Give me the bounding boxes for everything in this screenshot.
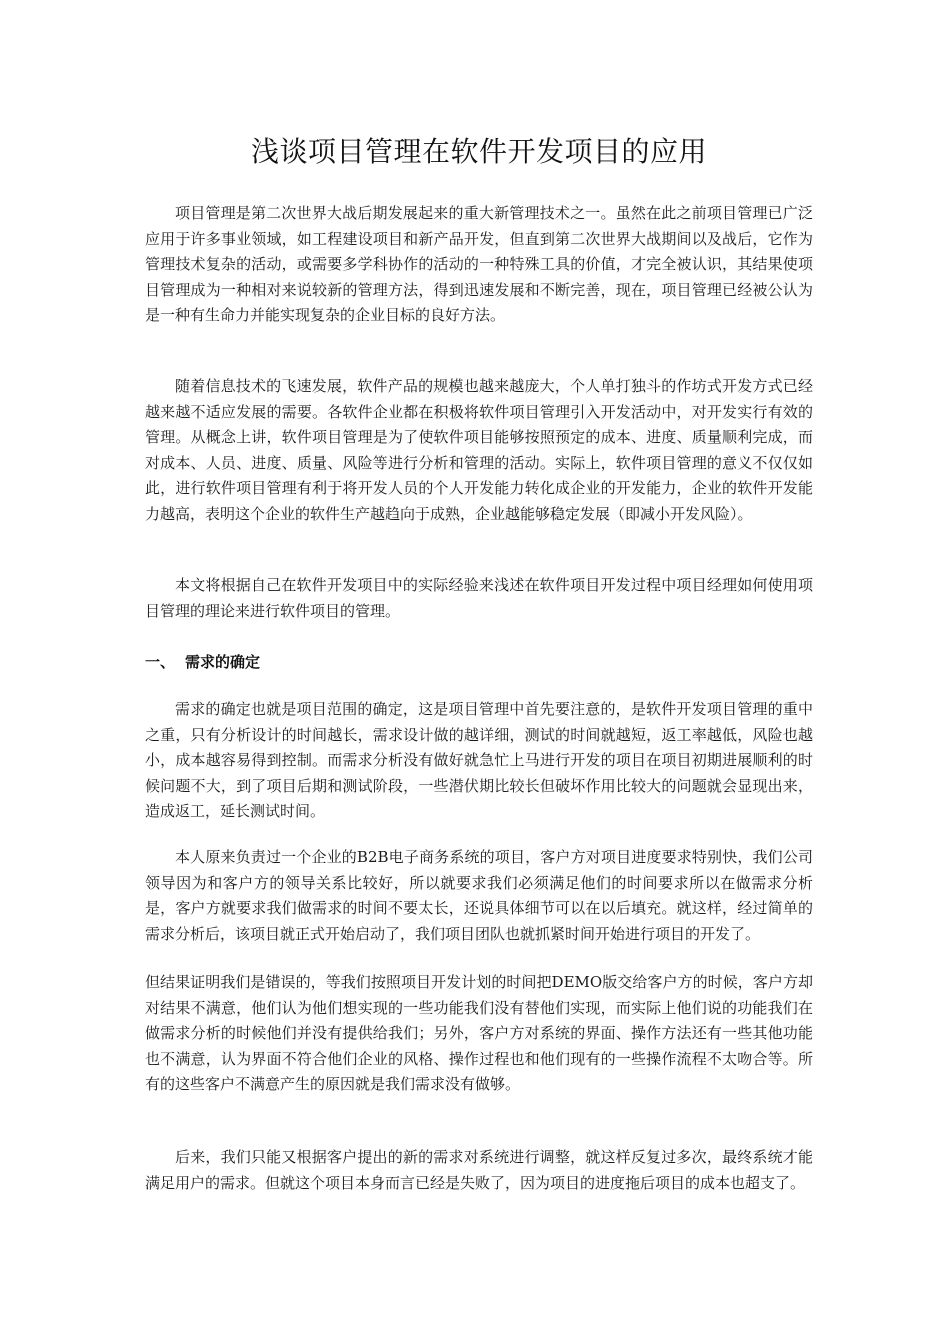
section-title: 需求的确定: [185, 653, 261, 671]
section-heading: [145, 650, 260, 674]
document-title: 浅谈项目管理在软件开发项目的应用: [250, 135, 707, 168]
section-paragraph-1: 需求的确定也就是项目范围的确定，这是项目管理中首先要注意的，是软件开发项目管理的重中之重，只有分析设计的时间越长，需求设计做的越详细，测试的时间就越短，返工率越低，风险也越小，成本越容易得到控制。而需求分析没有做好就急忙上马进行开发的项目在项目初期进展顺利的时候问题不大，到了项目后期和测试阶段，一些潜伏期比较长但破坏作用比较大的问题就会显现出来，造成返工，延长测试时间。: [145, 700, 813, 820]
section-paragraph-4: 后来，我们只能又根据客户提出的新的需求对系统进行调整，就这样反复过多次，最终系统才能满足用户的需求。但就这个项目本身而言已经是失败了，因为项目的进度拖后项目的成本也超支了。: [145, 1148, 813, 1192]
section-paragraph-2: 本人原来负责过一个企业的B2B电子商务系统的项目，客户方对项目进度要求特别快，我们公司领导因为和客户方的领导关系比较好，所以就要求我们必须满足他们的时间要求所以在做需求分析是，客户方就要求我们做需求的时间不要太长，还说具体细节可以在以后填充。就这样，经过简单的需求分析后，该项目就正式开始启动了，我们项目团队也就抓紧时间开始进行项目的开发了。: [145, 848, 813, 943]
section-paragraph-3: 但结果证明我们是错误的，等我们按照项目开发计划的时间把DEMO版交给客户方的时候，客户方却对结果不满意，他们认为他们想实现的一些功能我们没有替他们实现，而实际上他们说的功能我们在做需求分析的时候他们并没有提供给我们；另外，客户方对系统的界面、操作方法还有一些其他功能也不满意，认为界面不符合他们企业的风格、操作过程也和他们现有的一些操作流程不太吻合等。所有的这些客户不满意产生的原因就是我们需求没有做够。: [145, 973, 813, 1093]
intro-paragraph-2: 随着信息技术的飞速发展，软件产品的规模也越来越庞大，个人单打独斗的作坊式开发方式已经越来越不适应发展的需要。各软件企业都在积极将软件项目管理引入开发活动中，对开发实行有效的管理。从概念上讲，软件项目管理是为了使软件项目能够按照预定的成本、进度、质量顺利完成，而对成本、人员、进度、质量、风险等进行分析和管理的活动。实际上，软件项目管理的意义不仅仅如此，进行软件项目管理有利于将开发人员的个人开发能力转化成企业的开发能力，企业的软件开发能力越高，表明这个企业的软件生产越趋向于成熟，企业越能够稳定发展（即减小开发风险）。: [145, 377, 813, 523]
intro-paragraph-1: 项目管理是第二次世界大战后期发展起来的重大新管理技术之一。虽然在此之前项目管理已广泛应用于许多事业领域，如工程建设项目和新产品开发，但直到第二次世界大战期间以及战后，它作为管理技术复杂的活动，或需要多学科协作的活动的一种特殊工具的价值，才完全被认识，其结果使项目管理成为一种相对来说较新的管理方法，得到迅速发展和不断完善，现在，项目管理已经被公认为是一种有生命力并能实现复杂的企业目标的良好方法。: [145, 204, 813, 324]
intro-paragraph-3: 本文将根据自己在软件开发项目中的实际经验来浅述在软件项目开发过程中项目经理如何使用项目管理的理论来进行软件项目的管理。: [145, 576, 813, 620]
section-number: 一、: [145, 653, 176, 671]
